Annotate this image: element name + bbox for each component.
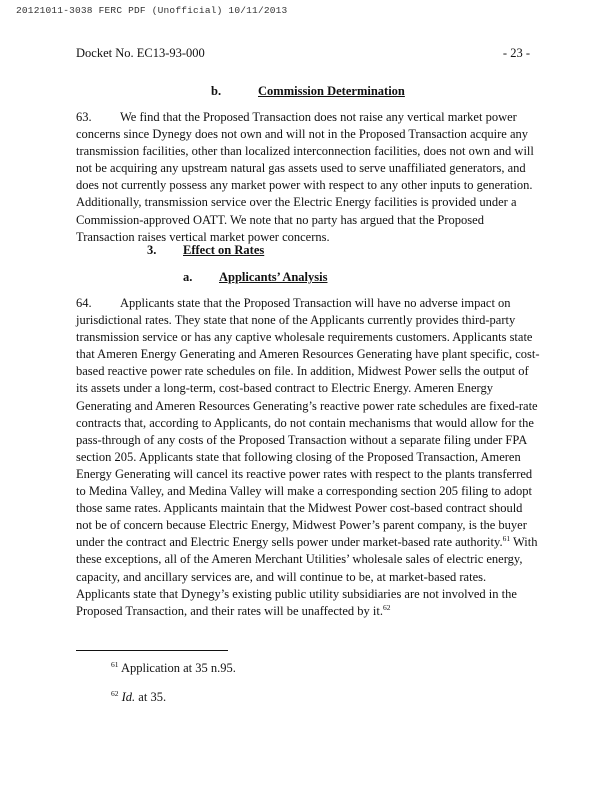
heading-title: Applicants’ Analysis xyxy=(219,270,328,284)
paragraph-number: 63. xyxy=(76,110,92,124)
footnote-number: 62 xyxy=(111,688,119,698)
paragraph-63 xyxy=(76,109,540,246)
heading-title: Commission Determination xyxy=(258,84,405,98)
footnote-text: Application at 35 n.95. xyxy=(120,661,236,675)
heading-number: a. xyxy=(183,270,193,284)
filing-stamp: 20121011-3038 FERC PDF (Unofficial) 10/11/2013 xyxy=(16,5,288,16)
footnote-62 xyxy=(111,690,166,705)
footnote-ref-61[interactable]: 61 xyxy=(502,534,511,544)
paragraph-64 xyxy=(76,295,540,620)
footnote-number: 61 xyxy=(111,659,119,669)
footnote-ref-62[interactable]: 62 xyxy=(383,602,391,612)
footnote-divider xyxy=(76,650,228,651)
page-number: - 23 - xyxy=(502,46,530,60)
paragraph-number: 64. xyxy=(76,296,92,310)
paragraph-text: Applicants state that the Proposed Transaction will have no adverse impact on jurisdictional rates. They state that none of the Applicants currently provides third-party transmission service or has any captive wholesale requirements customers. Applicants state that Ameren Energy Generating and Ameren Resources Generating have plant specific, cost-based reactive power rate schedules on file. In addition, Midwest Power sells the output of its assets under a long-term, cost-based contract to Electric Energy. Ameren Energy Generating and Ameren Resources Generating’s reactive power rate schedules are fixed-rate contracts that, according to Applicants, do not contain mechanisms that would allow for the pass-through of any costs of the Proposed Transaction without a separate filing under FPA section 205. Applicants state that following closing of the Proposed Transaction, Ameren Energy Generating will cancel its reactive power rates with respect to the plants transferred to Medina Valley, and Medina Valley will make a corresponding section 205 filing to adopt those same rates. Applicants maintain that the Midwest Power cost-based contract should not be of concern because Electric Energy, Midwest Power’s parent company, is the buyer under the contract and Electric Energy sells power under market-based rate authority. xyxy=(76,296,540,550)
docket-number: Docket No. EC13-93-000 xyxy=(76,46,205,60)
footnote-id-cite: Id. xyxy=(121,690,136,704)
paragraph-text-continued: With these exceptions, all of the Ameren Merchant Utilities’ wholesale sales of electric energy, capacity, and ancillary services are, and will continue to be, at market-based rates. Applicants state that Dynegy’s existing public utility subsidiaries are not involved in the Proposed Transaction, and their rates will be unaffected by it. xyxy=(76,535,538,618)
paragraph-text: We find that the Proposed Transaction does not raise any vertical market power concerns since Dynegy does not own and will not in the Proposed Transaction acquire any transmission facilities, other than localized interconnection facilities, does not own and will not be acquiring any upstream natural gas assets used to serve unaffiliated generators, and does not currently possess any market power with respect to any other inputs to generation. Additionally, transmission service over the Electric Energy facilities is provided under a Commission-approved OATT. We note that no party has argued that the Proposed Transaction raises vertical market power concerns. xyxy=(76,110,534,244)
footnote-text: at 35. xyxy=(135,690,167,704)
heading-title: Effect on Rates xyxy=(183,243,265,257)
heading-number: 3. xyxy=(147,243,157,257)
footnote-61 xyxy=(111,661,236,676)
heading-number: b. xyxy=(211,84,222,98)
